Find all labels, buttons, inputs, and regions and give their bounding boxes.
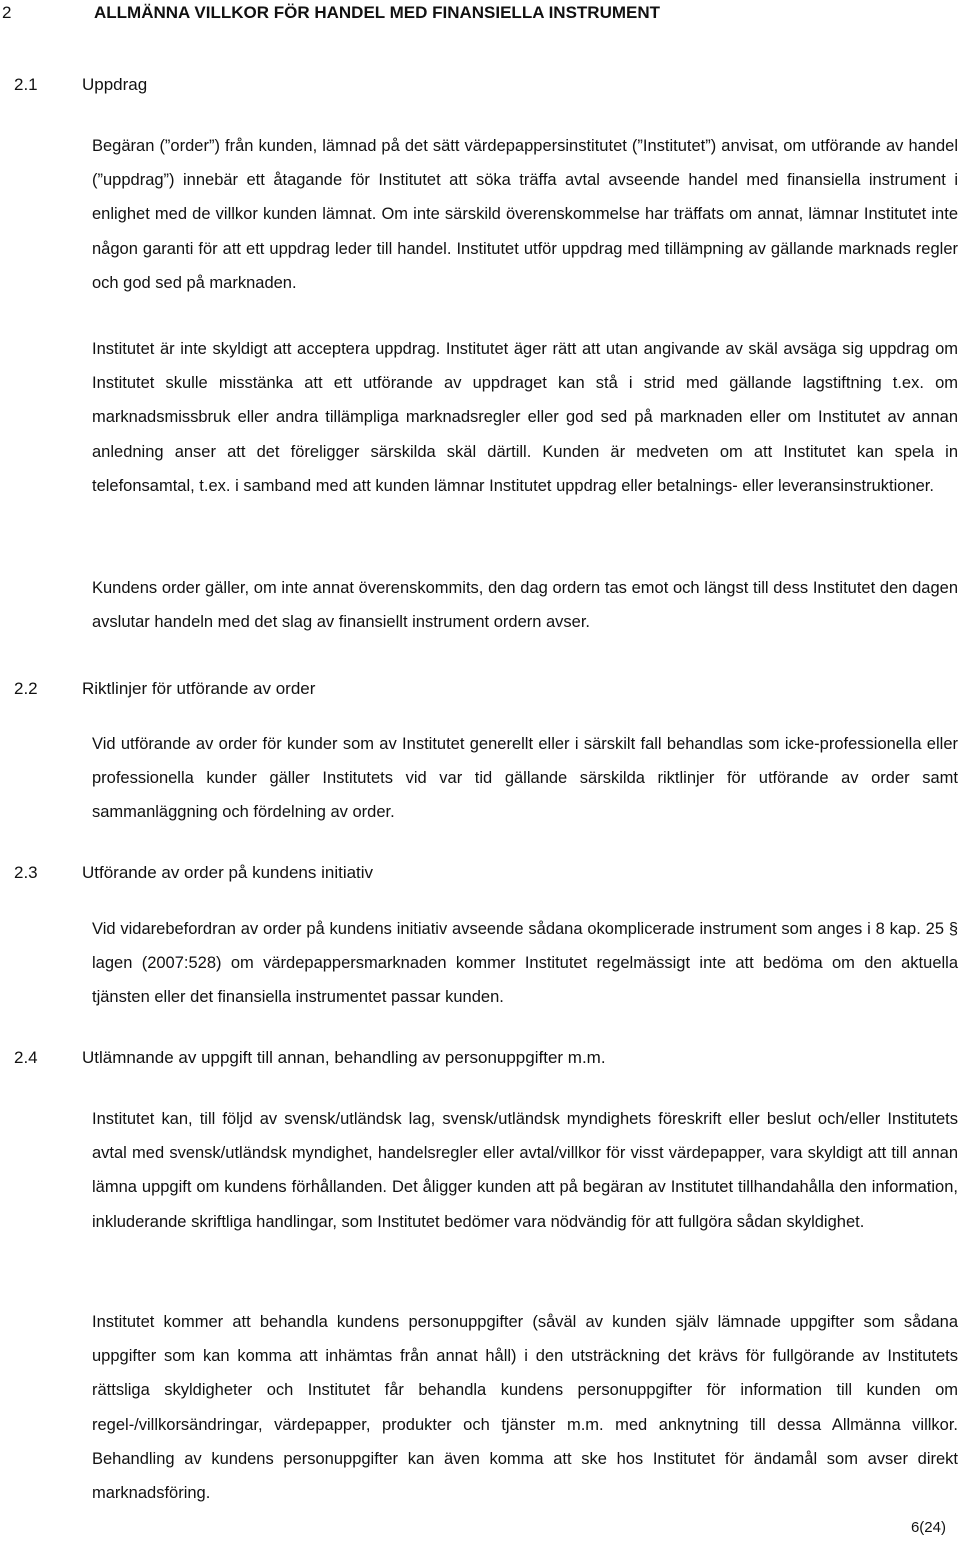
page-number: 6(24) <box>910 1519 946 1536</box>
section-title: Riktlinjer för utförande av order <box>82 679 316 698</box>
section-number: 2.3 <box>14 863 38 882</box>
paragraph: Institutet är inte skyldigt att acceptera uppdrag. Institutet äger rätt att utan angivande av skäl avsäga sig uppdrag om Institutet skulle misstänka att ett utförande av uppdraget kan stå i strid med gällande lagstiftning t.ex. om marknadsmissbruk eller andra tillämpliga marknadsregler eller god sed på marknaden eller om Institutet av annan anledning anser att det föreligger särskilda skäl därtill. Kunden är medveten om att Institutet kan spela in telefonsamtal, t.ex. i samband med att kunden lämnar Institutet uppdrag eller betalnings- eller leveransinstruktioner. <box>92 340 958 495</box>
paragraph: Institutet kommer att behandla kundens personuppgifter (såväl av kunden själv lämnade uppgifter som sådana uppgifter som kan komma att inhämtas från annat håll) i den utsträckning det krävs för fullgörande av Institutets rättsliga skyldigheter och Institutet får behandla kundens personuppgifter för information till kunden om regel-/villkorsändringar, värdepapper, produkter och tjänster m.m. med anknytning till dessa Allmänna villkor. Behandling av kundens personuppgifter kan även komma att ske hos Institutet för ändamål som avser direkt marknadsföring. <box>92 1313 958 1503</box>
section-title: Utlämnande av uppgift till annan, behandling av personuppgifter m.m. <box>82 1048 606 1067</box>
paragraph: Kundens order gäller, om inte annat överenskommits, den dag ordern tas emot och längst till dess Institutet den dagen avslutar handeln med det slag av finansiellt instrument ordern avser. <box>92 579 958 632</box>
chapter-number: 2 <box>2 3 12 22</box>
section-number: 2.2 <box>14 679 38 698</box>
section-number: 2.1 <box>14 75 38 94</box>
paragraph: Vid vidarebefordran av order på kundens initiativ avseende sådana okomplicerade instrument som anges i 8 kap. 25 § lagen (2007:528) om värdepappersmarknaden kommer Institutet regelmässigt inte att bedöma om den aktuella tjänsten eller det finansiella instrumentet passar kunden. <box>92 920 958 1007</box>
chapter-title: ALLMÄNNA VILLKOR FÖR HANDEL MED FINANSIELLA INSTRUMENT <box>94 3 661 22</box>
section-title: Uppdrag <box>82 75 148 94</box>
paragraph: Vid utförande av order för kunder som av Institutet generellt eller i särskilt fall behandlas som icke-professionella eller professionella kunder gäller Institutets vid var tid gällande särskilda riktlinjer för utförande av order samt sammanläggning och fördelning av order. <box>92 735 958 822</box>
section-title: Utförande av order på kundens initiativ <box>82 863 374 882</box>
section-number: 2.4 <box>14 1048 38 1067</box>
paragraph: Begäran (”order”) från kunden, lämnad på det sätt värdepappersinstitutet (”Institutet”) anvisat, om utförande av handel (”uppdrag”) innebär ett åtagande för Institutet att söka träffa avtal avseende handel med finansiella instrument i enlighet med de villkor kunden lämnat. Om inte särskild överenskommelse har träffats om annat, lämnar Institutet inte någon garanti för att ett uppdrag leder till handel. Institutet utför uppdrag med tillämpning av gällande marknads regler och god sed på marknaden. <box>92 137 958 292</box>
paragraph: Institutet kan, till följd av svensk/utländsk lag, svensk/utländsk myndighets föreskrift eller beslut och/eller Institutets avtal med svensk/utländsk myndighet, handelsregler eller avtal/villkor för visst värdepapper, vara skyldigt att till annan lämna uppgift om kundens förhållanden. Det åligger kunden att på begäran av Institutet tillhandahålla den information, inkluderande skriftliga handlingar, som Institutet bedömer vara nödvändig för att fullgöra sådan skyldighet. <box>92 1110 958 1231</box>
